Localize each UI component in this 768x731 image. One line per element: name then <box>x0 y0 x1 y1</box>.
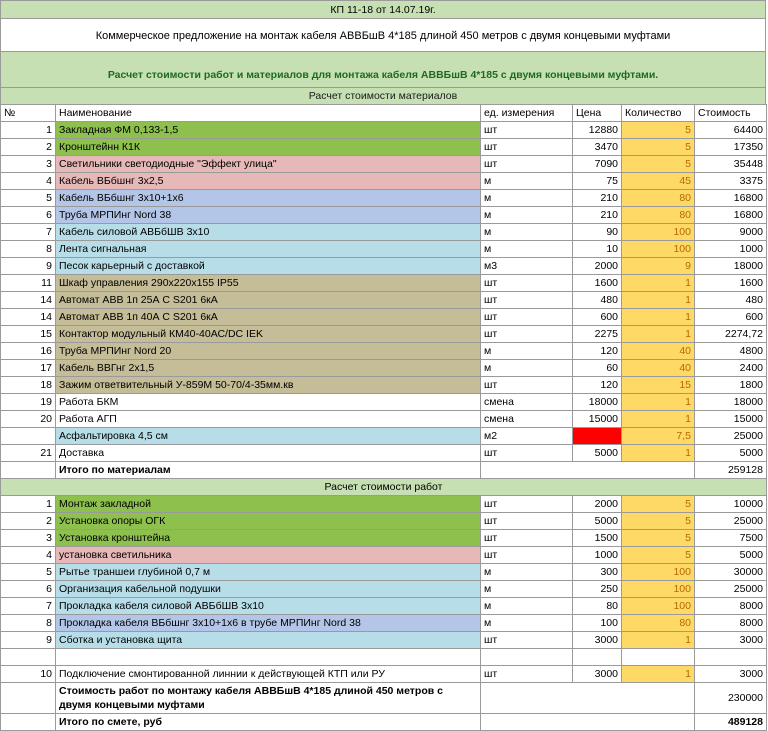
item-unit[interactable]: м <box>481 343 573 360</box>
row-number[interactable]: 9 <box>1 258 56 275</box>
work-row <box>1 598 767 615</box>
grand-total-spacer[interactable] <box>1 714 56 731</box>
item-cost[interactable]: 600 <box>695 309 767 326</box>
document-reference: КП 11-18 от 14.07.19г. <box>0 0 766 19</box>
materials-total-label[interactable]: Итого по материалам <box>56 462 481 479</box>
grand-total-label[interactable]: Итого по смете, руб <box>56 714 481 731</box>
item-price[interactable]: 5000 <box>573 513 622 530</box>
item-cost[interactable]: 9000 <box>695 224 767 241</box>
item-price[interactable]: 15000 <box>573 411 622 428</box>
material-row <box>1 275 767 292</box>
item-cost[interactable]: 25000 <box>695 581 767 598</box>
item-unit[interactable]: шт <box>481 326 573 343</box>
work-row <box>1 513 767 530</box>
item-quantity[interactable] <box>622 649 695 666</box>
item-price[interactable]: 10 <box>573 241 622 258</box>
estimate-table-body <box>1 105 767 731</box>
work-row <box>1 666 767 683</box>
item-price[interactable]: 120 <box>573 343 622 360</box>
item-quantity[interactable]: 1 <box>622 666 695 683</box>
works-total-label[interactable]: Стоимость работ по монтажу кабеля АВВБшВ 4*185 длиной 450 метров с двумя концевыми муфтами <box>56 683 481 714</box>
item-unit[interactable]: шт <box>481 122 573 139</box>
row-number[interactable]: 4 <box>1 547 56 564</box>
material-row <box>1 173 767 190</box>
item-quantity[interactable]: 1 <box>622 275 695 292</box>
item-name[interactable]: Кабель ВБбшнг 3х10+1х6 <box>56 190 481 207</box>
item-name[interactable]: Труба МРПИнг Nord 38 <box>56 207 481 224</box>
item-cost[interactable]: 5000 <box>695 445 767 462</box>
item-quantity[interactable]: 5 <box>622 513 695 530</box>
item-cost[interactable]: 8000 <box>695 615 767 632</box>
work-row <box>1 564 767 581</box>
item-price[interactable]: 5000 <box>573 445 622 462</box>
material-row <box>1 241 767 258</box>
row-number[interactable]: 20 <box>1 411 56 428</box>
item-quantity[interactable]: 15 <box>622 377 695 394</box>
row-number[interactable] <box>1 428 56 445</box>
column-header-row <box>1 105 767 122</box>
col-header-unit[interactable]: ед. измерения <box>481 105 573 122</box>
item-price[interactable]: 3470 <box>573 139 622 156</box>
item-unit[interactable]: м <box>481 581 573 598</box>
row-number[interactable]: 14 <box>1 309 56 326</box>
item-price[interactable]: 7090 <box>573 156 622 173</box>
work-row <box>1 496 767 513</box>
item-quantity[interactable]: 80 <box>622 615 695 632</box>
materials-total-gap[interactable] <box>481 462 695 479</box>
item-price[interactable]: 100 <box>573 615 622 632</box>
work-row <box>1 530 767 547</box>
material-row <box>1 258 767 275</box>
row-number[interactable]: 2 <box>1 513 56 530</box>
item-unit[interactable]: м <box>481 224 573 241</box>
item-cost[interactable]: 16800 <box>695 207 767 224</box>
item-name[interactable]: Подключение смонтированной линнии к действующей КТП или РУ <box>56 666 481 683</box>
item-name[interactable]: Автомат АВВ 1п 40А С S201 6кА <box>56 309 481 326</box>
item-quantity[interactable]: 1 <box>622 309 695 326</box>
item-cost[interactable]: 8000 <box>695 598 767 615</box>
document-title: Коммерческое предложение на монтаж кабеля АВВБшВ 4*185 длиной 450 метров с двумя концевыми муфтами <box>0 18 766 52</box>
row-number[interactable]: 18 <box>1 377 56 394</box>
works-total-value[interactable]: 230000 <box>695 683 767 714</box>
item-cost[interactable]: 25000 <box>695 513 767 530</box>
col-header-cost[interactable]: Стоимость <box>695 105 767 122</box>
item-name[interactable]: установка светильника <box>56 547 481 564</box>
grand-total-row <box>1 714 767 731</box>
item-price[interactable]: 1600 <box>573 275 622 292</box>
col-header-name[interactable]: Наименование <box>56 105 481 122</box>
row-number[interactable]: 4 <box>1 173 56 190</box>
row-number[interactable]: 2 <box>1 139 56 156</box>
item-unit[interactable]: шт <box>481 377 573 394</box>
item-unit[interactable]: м <box>481 615 573 632</box>
material-row <box>1 207 767 224</box>
row-number[interactable]: 7 <box>1 224 56 241</box>
row-number[interactable]: 6 <box>1 581 56 598</box>
materials-total-spacer[interactable] <box>1 462 56 479</box>
materials-total-value[interactable]: 259128 <box>695 462 767 479</box>
item-unit[interactable]: шт <box>481 292 573 309</box>
item-price[interactable]: 210 <box>573 190 622 207</box>
item-quantity[interactable]: 1 <box>622 394 695 411</box>
work-row <box>1 615 767 632</box>
item-name[interactable]: Песок карьерный с доставкой <box>56 258 481 275</box>
item-quantity[interactable]: 100 <box>622 598 695 615</box>
item-price[interactable]: 120 <box>573 377 622 394</box>
item-name[interactable]: Зажим ответвительный У-859М 50-70/4-35мм.кв <box>56 377 481 394</box>
row-number[interactable]: 3 <box>1 530 56 547</box>
work-row <box>1 649 767 666</box>
item-price[interactable] <box>573 428 622 445</box>
item-name[interactable]: Работа АГП <box>56 411 481 428</box>
item-quantity[interactable]: 5 <box>622 122 695 139</box>
item-quantity[interactable]: 1 <box>622 445 695 462</box>
item-cost[interactable]: 30000 <box>695 564 767 581</box>
item-name[interactable] <box>56 649 481 666</box>
material-row <box>1 360 767 377</box>
item-cost[interactable]: 4800 <box>695 343 767 360</box>
item-price[interactable]: 300 <box>573 564 622 581</box>
row-number[interactable]: 8 <box>1 615 56 632</box>
item-name[interactable]: Рытье траншеи глубиной 0,7 м <box>56 564 481 581</box>
material-row <box>1 411 767 428</box>
item-price[interactable]: 3000 <box>573 666 622 683</box>
material-row <box>1 343 767 360</box>
subtitle-band <box>0 51 766 88</box>
item-name[interactable]: Установка опоры ОГК <box>56 513 481 530</box>
row-number[interactable]: 21 <box>1 445 56 462</box>
item-price[interactable]: 3000 <box>573 632 622 649</box>
row-number[interactable]: 3 <box>1 156 56 173</box>
work-row <box>1 547 767 564</box>
item-unit[interactable]: шт <box>481 139 573 156</box>
item-cost[interactable]: 7500 <box>695 530 767 547</box>
item-name[interactable]: Автомат АВВ 1п 25А С S201 6кА <box>56 292 481 309</box>
item-quantity[interactable]: 80 <box>622 207 695 224</box>
item-name[interactable]: Организация кабельной подушки <box>56 581 481 598</box>
item-unit[interactable]: смена <box>481 394 573 411</box>
item-quantity[interactable]: 5 <box>622 156 695 173</box>
col-header-price[interactable]: Цена <box>573 105 622 122</box>
item-price[interactable]: 480 <box>573 292 622 309</box>
item-name[interactable]: Шкаф управления 290х220х155 IP55 <box>56 275 481 292</box>
item-quantity[interactable]: 7,5 <box>622 428 695 445</box>
item-cost[interactable]: 3000 <box>695 666 767 683</box>
item-quantity[interactable]: 1 <box>622 326 695 343</box>
item-unit[interactable]: шт <box>481 632 573 649</box>
item-price[interactable]: 80 <box>573 598 622 615</box>
work-row <box>1 632 767 649</box>
item-unit[interactable]: м <box>481 173 573 190</box>
item-unit[interactable]: шт <box>481 547 573 564</box>
item-price[interactable]: 210 <box>573 207 622 224</box>
item-cost[interactable]: 3375 <box>695 173 767 190</box>
row-number[interactable]: 16 <box>1 343 56 360</box>
material-row <box>1 377 767 394</box>
item-name[interactable]: Прокладка кабеля ВБбшнг 3х10+1х6 в трубе МРПИнг Nord 38 <box>56 615 481 632</box>
item-cost[interactable]: 1600 <box>695 275 767 292</box>
item-name[interactable]: Кабель ВВГнг 2х1,5 <box>56 360 481 377</box>
works-total-spacer[interactable] <box>1 683 56 714</box>
item-quantity[interactable]: 1 <box>622 411 695 428</box>
item-name[interactable]: Сботка и установка щита <box>56 632 481 649</box>
item-quantity[interactable]: 100 <box>622 564 695 581</box>
item-quantity[interactable]: 45 <box>622 173 695 190</box>
material-row <box>1 292 767 309</box>
item-cost[interactable]: 17350 <box>695 139 767 156</box>
item-price[interactable]: 12880 <box>573 122 622 139</box>
material-row <box>1 190 767 207</box>
item-unit[interactable]: м <box>481 190 573 207</box>
row-number[interactable]: 1 <box>1 496 56 513</box>
item-unit[interactable]: шт <box>481 156 573 173</box>
item-cost[interactable] <box>695 649 767 666</box>
item-unit[interactable]: м <box>481 564 573 581</box>
material-row <box>1 122 767 139</box>
item-cost[interactable]: 1800 <box>695 377 767 394</box>
item-unit[interactable]: м2 <box>481 428 573 445</box>
item-name[interactable]: Труба МРПИнг Nord 20 <box>56 343 481 360</box>
materials-total-row <box>1 462 767 479</box>
item-price[interactable]: 250 <box>573 581 622 598</box>
item-quantity[interactable]: 100 <box>622 241 695 258</box>
calculation-subtitle: Расчет стоимости работ и материалов для монтажа кабеля АВВБшВ 4*185 с двумя концевыми муфтами. <box>107 69 659 81</box>
row-number[interactable]: 14 <box>1 292 56 309</box>
item-quantity[interactable]: 5 <box>622 496 695 513</box>
col-header-num[interactable]: № <box>1 105 56 122</box>
row-number[interactable]: 11 <box>1 275 56 292</box>
item-price[interactable]: 18000 <box>573 394 622 411</box>
item-unit[interactable]: м <box>481 241 573 258</box>
item-price[interactable]: 90 <box>573 224 622 241</box>
item-cost[interactable]: 2400 <box>695 360 767 377</box>
works-total-gap[interactable] <box>481 683 695 714</box>
works-section-header[interactable]: Расчет стоимости работ <box>1 479 767 496</box>
item-unit[interactable]: шт <box>481 445 573 462</box>
item-unit[interactable]: м <box>481 598 573 615</box>
work-row <box>1 581 767 598</box>
row-number[interactable]: 17 <box>1 360 56 377</box>
item-cost[interactable]: 10000 <box>695 496 767 513</box>
material-row <box>1 309 767 326</box>
item-unit[interactable]: м <box>481 207 573 224</box>
item-unit[interactable]: шт <box>481 496 573 513</box>
item-cost[interactable]: 2274,72 <box>695 326 767 343</box>
item-name[interactable]: Кабель силовой АВБбШВ 3х10 <box>56 224 481 241</box>
item-unit[interactable]: шт <box>481 275 573 292</box>
material-row <box>1 445 767 462</box>
material-row <box>1 394 767 411</box>
row-number[interactable]: 7 <box>1 598 56 615</box>
item-cost[interactable]: 35448 <box>695 156 767 173</box>
item-unit[interactable]: м3 <box>481 258 573 275</box>
row-number[interactable] <box>1 649 56 666</box>
item-unit[interactable]: шт <box>481 513 573 530</box>
item-quantity[interactable]: 40 <box>622 343 695 360</box>
item-name[interactable]: Закладная ФМ 0,133-1,5 <box>56 122 481 139</box>
item-quantity[interactable]: 9 <box>622 258 695 275</box>
grand-total-gap[interactable] <box>481 714 695 731</box>
item-unit[interactable]: смена <box>481 411 573 428</box>
item-cost[interactable]: 5000 <box>695 547 767 564</box>
row-number[interactable]: 19 <box>1 394 56 411</box>
item-name[interactable]: Доставка <box>56 445 481 462</box>
item-cost[interactable]: 1000 <box>695 241 767 258</box>
material-row <box>1 139 767 156</box>
item-name[interactable]: Асфальтировка 4,5 см <box>56 428 481 445</box>
material-row <box>1 428 767 445</box>
item-quantity[interactable]: 5 <box>622 530 695 547</box>
item-price[interactable]: 2275 <box>573 326 622 343</box>
item-cost[interactable]: 15000 <box>695 411 767 428</box>
row-number[interactable]: 15 <box>1 326 56 343</box>
item-name[interactable]: Лента сигнальная <box>56 241 481 258</box>
item-name[interactable]: Монтаж закладной <box>56 496 481 513</box>
row-number[interactable]: 5 <box>1 190 56 207</box>
item-unit[interactable] <box>481 649 573 666</box>
item-name[interactable]: Работа БКМ <box>56 394 481 411</box>
item-price[interactable]: 600 <box>573 309 622 326</box>
item-cost[interactable]: 64400 <box>695 122 767 139</box>
row-number[interactable]: 1 <box>1 122 56 139</box>
col-header-qty[interactable]: Количество <box>622 105 695 122</box>
item-name[interactable]: Кабель ВБбшнг 3х2,5 <box>56 173 481 190</box>
item-name[interactable]: Установка кронштейна <box>56 530 481 547</box>
works-section-row <box>1 479 767 496</box>
item-name[interactable]: Кронштейнн К1К <box>56 139 481 156</box>
item-cost[interactable]: 18000 <box>695 394 767 411</box>
item-cost[interactable]: 18000 <box>695 258 767 275</box>
row-number[interactable]: 5 <box>1 564 56 581</box>
row-number[interactable]: 6 <box>1 207 56 224</box>
item-quantity[interactable]: 100 <box>622 581 695 598</box>
item-quantity[interactable]: 80 <box>622 190 695 207</box>
item-quantity[interactable]: 5 <box>622 139 695 156</box>
item-name[interactable]: Светильники светодиодные "Эффект улица" <box>56 156 481 173</box>
item-quantity[interactable]: 100 <box>622 224 695 241</box>
item-quantity[interactable]: 1 <box>622 292 695 309</box>
item-cost[interactable]: 480 <box>695 292 767 309</box>
row-number[interactable]: 8 <box>1 241 56 258</box>
material-row <box>1 326 767 343</box>
item-unit[interactable]: м <box>481 360 573 377</box>
item-price[interactable]: 2000 <box>573 496 622 513</box>
item-cost[interactable]: 16800 <box>695 190 767 207</box>
item-quantity[interactable]: 5 <box>622 547 695 564</box>
item-cost[interactable]: 25000 <box>695 428 767 445</box>
works-total-row <box>1 683 767 714</box>
item-unit[interactable]: шт <box>481 530 573 547</box>
item-price[interactable]: 2000 <box>573 258 622 275</box>
estimate-table <box>0 104 767 731</box>
row-number[interactable]: 9 <box>1 632 56 649</box>
item-price[interactable] <box>573 649 622 666</box>
item-price[interactable]: 60 <box>573 360 622 377</box>
item-name[interactable]: Прокладка кабеля силовой АВБбШВ 3х10 <box>56 598 481 615</box>
item-price[interactable]: 1000 <box>573 547 622 564</box>
materials-section-header: Расчет стоимости материалов <box>0 87 766 105</box>
item-quantity[interactable]: 40 <box>622 360 695 377</box>
material-row <box>1 156 767 173</box>
item-quantity[interactable]: 1 <box>622 632 695 649</box>
item-price[interactable]: 1500 <box>573 530 622 547</box>
item-unit[interactable]: шт <box>481 309 573 326</box>
item-price[interactable]: 75 <box>573 173 622 190</box>
material-row <box>1 224 767 241</box>
row-number[interactable]: 10 <box>1 666 56 683</box>
grand-total-value[interactable]: 489128 <box>695 714 767 731</box>
item-unit[interactable]: шт <box>481 666 573 683</box>
item-name[interactable]: Контактор модульный КМ40-40АС/DC IEK <box>56 326 481 343</box>
item-cost[interactable]: 3000 <box>695 632 767 649</box>
